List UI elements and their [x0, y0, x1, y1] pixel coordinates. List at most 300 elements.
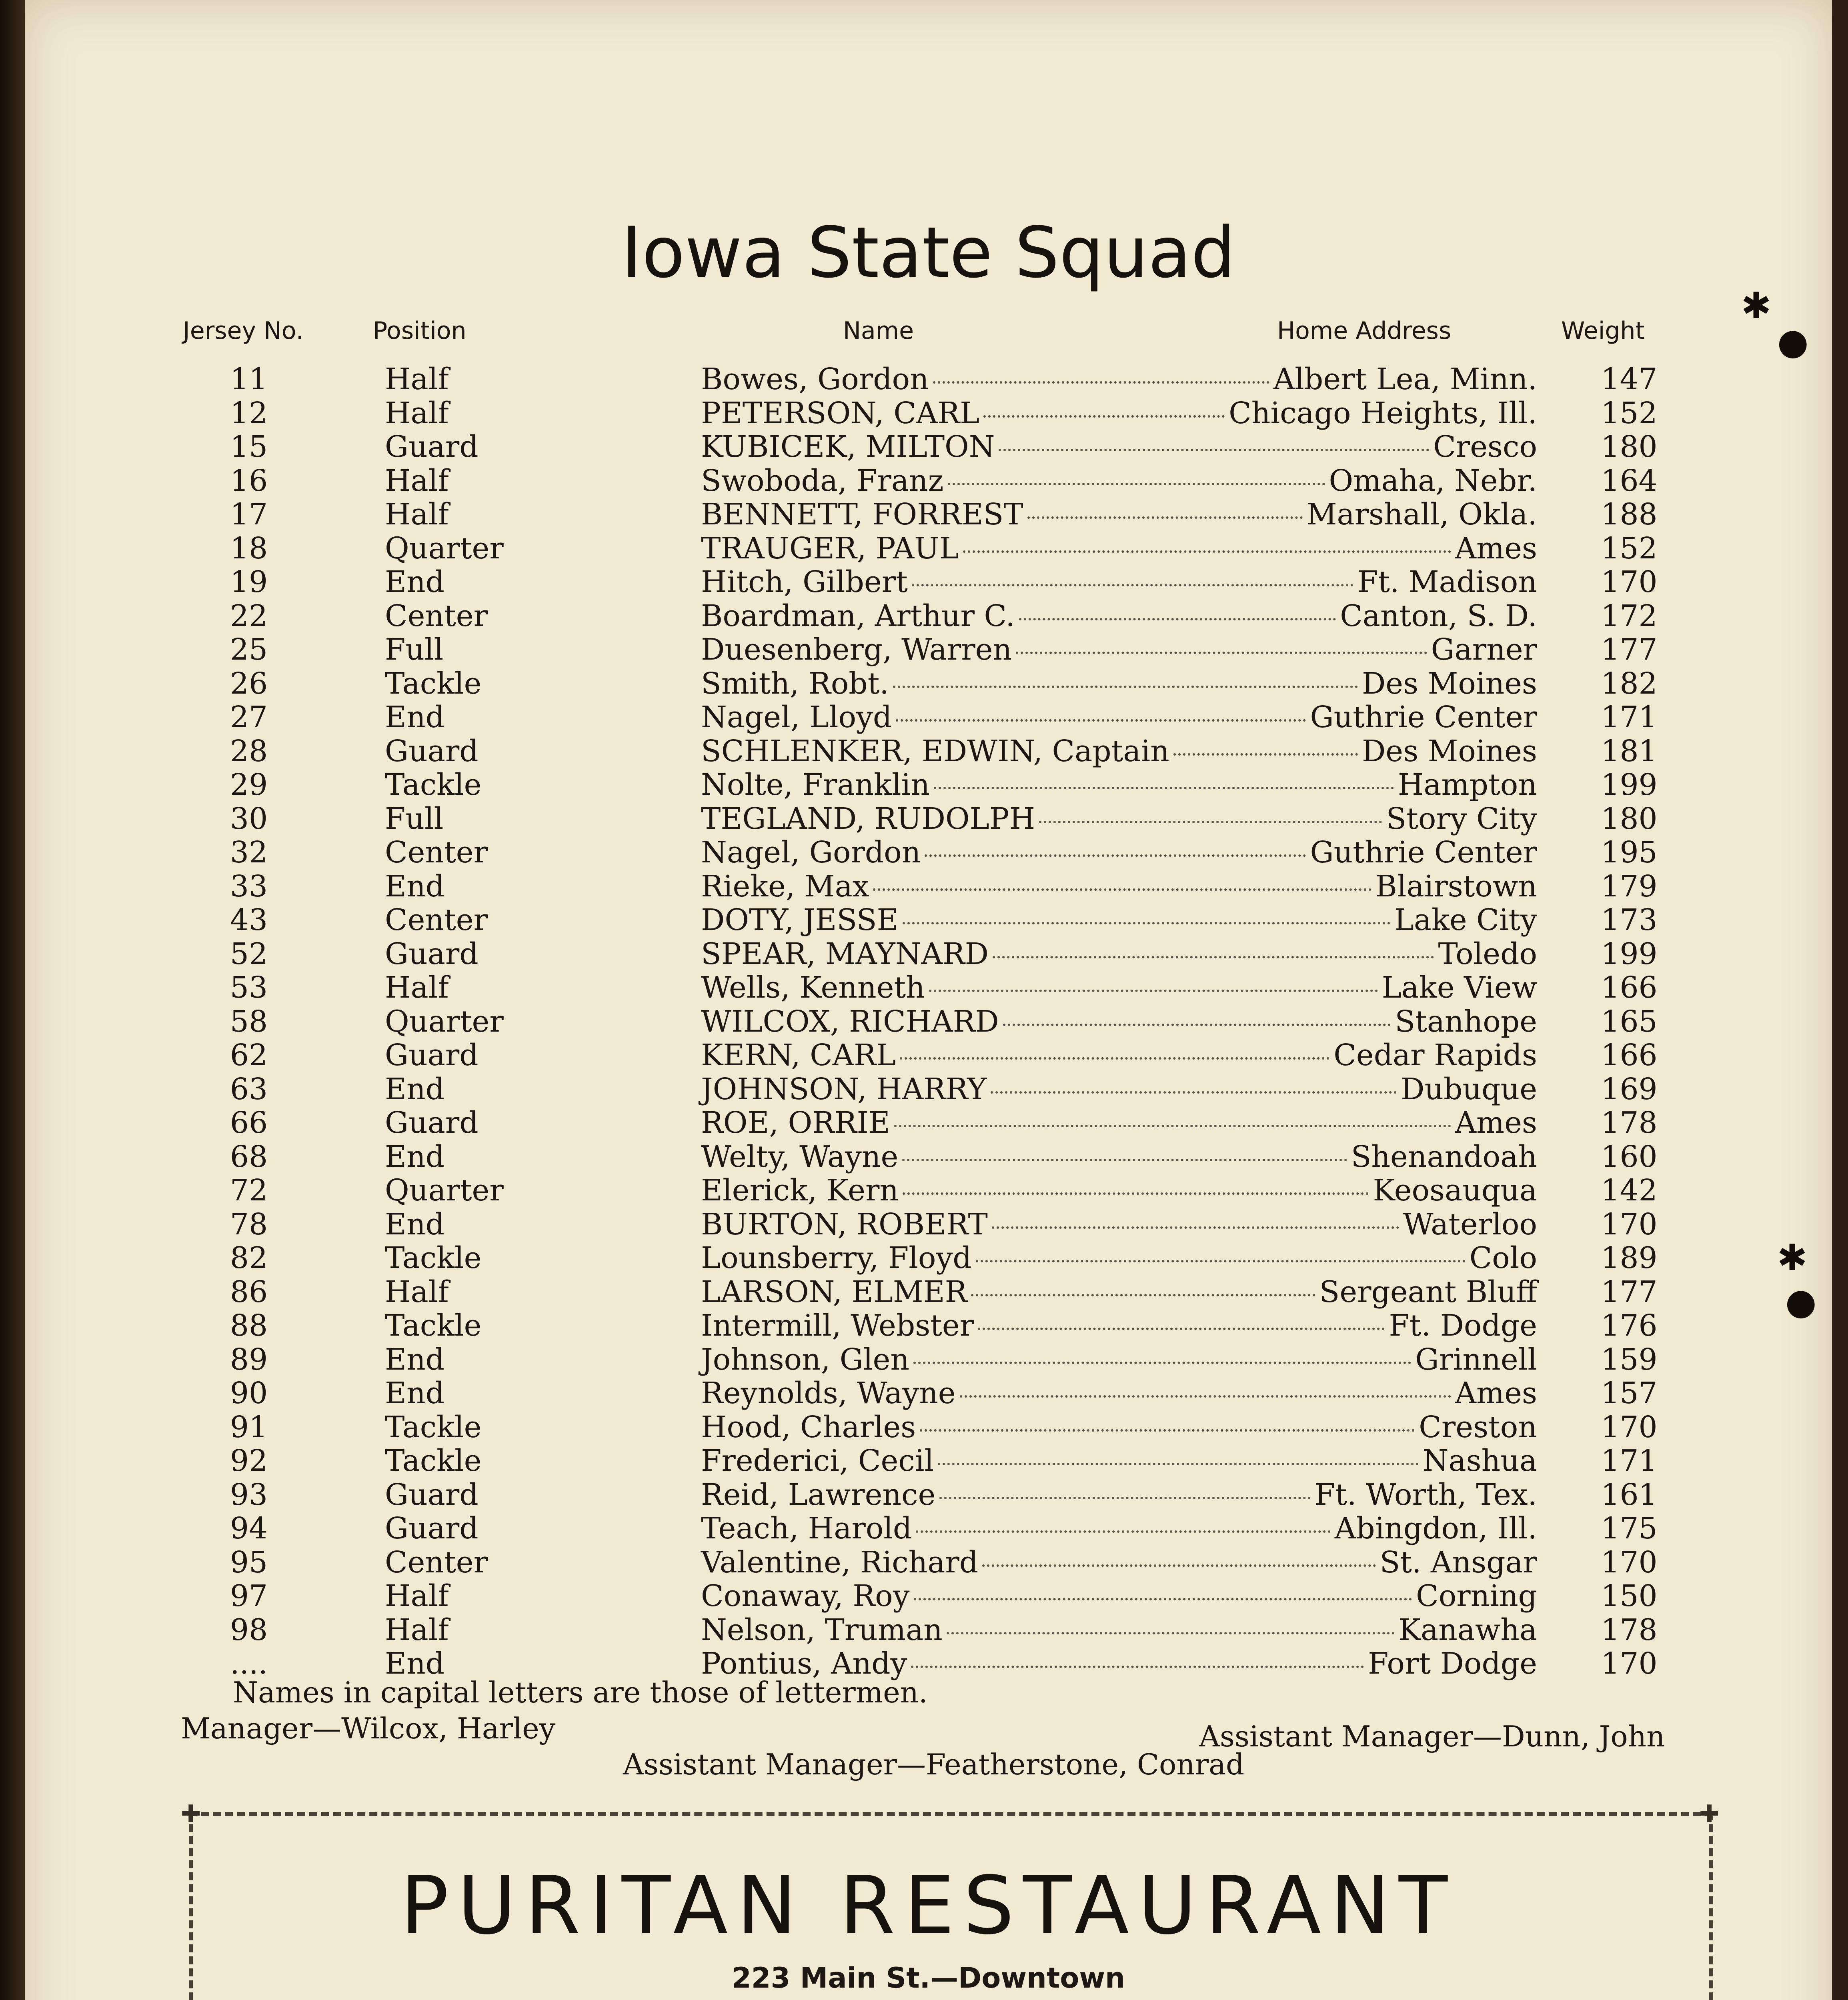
- player-name: Hitch, Gilbert: [701, 565, 908, 599]
- name-address-cell: [701, 362, 1537, 396]
- player-name: KUBICEK, MILTON: [701, 430, 995, 464]
- table-row: [25, 1174, 1832, 1207]
- player-name: TRAUGER, PAUL: [701, 531, 959, 566]
- player-name: Elerick, Kern: [701, 1173, 899, 1208]
- dot-leader: [960, 1395, 1451, 1398]
- home-address: Blairstown: [1375, 869, 1537, 904]
- jersey-number-cell: 97: [230, 1579, 268, 1613]
- table-row: [25, 498, 1832, 531]
- position-cell: Tackle: [385, 1444, 482, 1478]
- jersey-number-cell: 16: [230, 463, 268, 498]
- dot-leader: [991, 1091, 1397, 1094]
- dot-leader: [978, 1328, 1385, 1330]
- table-row: [25, 633, 1832, 666]
- table-row: [25, 971, 1832, 1004]
- advertisement-address: 223 Main St.—Downtown: [732, 1962, 1125, 1994]
- dot-leader: [934, 787, 1394, 789]
- jersey-number-cell: 11: [230, 362, 268, 396]
- header-jersey: Jersey No.: [183, 317, 304, 345]
- dot-leader: [920, 1429, 1415, 1432]
- dot-leader: [911, 1666, 1364, 1668]
- weight-cell: 157: [1601, 1376, 1658, 1410]
- jersey-number-cell: 86: [230, 1274, 268, 1309]
- player-name: Nelson, Truman: [701, 1612, 943, 1647]
- player-name: Conaway, Roy: [701, 1579, 910, 1613]
- jersey-number-cell: 78: [230, 1207, 268, 1242]
- jersey-number-cell: 90: [230, 1376, 268, 1410]
- table-row: [25, 870, 1832, 903]
- weight-cell: 171: [1601, 700, 1658, 734]
- jersey-number-cell: 17: [230, 497, 268, 532]
- dot-leader: [912, 584, 1353, 586]
- home-address: Lake View: [1381, 970, 1537, 1005]
- weight-cell: 152: [1601, 531, 1658, 566]
- jersey-number-cell: 43: [230, 903, 268, 937]
- dot-leader: [963, 550, 1451, 553]
- player-name: Boardman, Arthur C.: [701, 598, 1015, 633]
- weight-cell: 179: [1601, 869, 1658, 904]
- weight-cell: 178: [1601, 1612, 1658, 1647]
- name-address-cell: [701, 1343, 1537, 1376]
- weight-cell: 159: [1601, 1342, 1658, 1377]
- name-address-cell: [701, 1072, 1537, 1106]
- weight-cell: 170: [1601, 1545, 1658, 1580]
- table-row: [25, 700, 1832, 734]
- jersey-number-cell: 82: [230, 1241, 268, 1275]
- name-address-cell: [701, 734, 1537, 768]
- table-row: [25, 1140, 1832, 1174]
- weight-cell: 142: [1601, 1173, 1658, 1208]
- table-row: [25, 667, 1832, 700]
- jersey-number-cell: 27: [230, 700, 268, 734]
- weight-cell: 176: [1601, 1308, 1658, 1343]
- weight-cell: 147: [1601, 362, 1658, 396]
- home-address: Lake City: [1394, 903, 1537, 937]
- player-name: Swoboda, Franz: [701, 463, 944, 498]
- name-address-cell: [701, 836, 1537, 869]
- position-cell: Half: [385, 396, 449, 430]
- position-cell: Center: [385, 903, 488, 937]
- home-address: Guthrie Center: [1310, 835, 1537, 870]
- table-row: [25, 1106, 1832, 1140]
- lettermen-note: Names in capital letters are those of lettermen.: [233, 1676, 928, 1709]
- table-row: [25, 1005, 1832, 1038]
- player-name: Valentine, Richard: [701, 1545, 979, 1580]
- name-address-cell: [701, 1140, 1537, 1174]
- dot-leader: [939, 1497, 1311, 1499]
- home-address: Shenandoah: [1351, 1139, 1537, 1174]
- home-address: Kanawha: [1398, 1612, 1537, 1647]
- home-address: Ft. Dodge: [1389, 1308, 1537, 1343]
- weight-cell: 169: [1601, 1072, 1658, 1106]
- name-address-cell: [701, 1005, 1537, 1038]
- table-row: [25, 1579, 1832, 1613]
- name-address-cell: [701, 802, 1537, 836]
- jersey-number-cell: 88: [230, 1308, 268, 1343]
- table-row: [25, 1038, 1832, 1072]
- jersey-number-cell: 12: [230, 396, 268, 430]
- home-address: Fort Dodge: [1368, 1646, 1537, 1681]
- home-address: Waterloo: [1403, 1207, 1537, 1242]
- weight-cell: 160: [1601, 1139, 1658, 1174]
- name-address-cell: [701, 1512, 1537, 1545]
- dot-leader: [903, 922, 1390, 924]
- home-address: Dubuque: [1401, 1072, 1537, 1106]
- weight-cell: 195: [1601, 835, 1658, 870]
- player-name: Nagel, Lloyd: [701, 700, 892, 734]
- position-cell: Half: [385, 1274, 449, 1309]
- jersey-number-cell: 33: [230, 869, 268, 904]
- dot-leader: [1039, 821, 1382, 823]
- home-address: Chicago Heights, Ill.: [1229, 396, 1537, 430]
- dot-leader: [925, 854, 1306, 857]
- player-name: Rieke, Max: [701, 869, 869, 904]
- weight-cell: 150: [1601, 1579, 1658, 1613]
- jersey-number-cell: 53: [230, 970, 268, 1005]
- home-address: Story City: [1386, 801, 1537, 836]
- assistant-manager-featherstone: Assistant Manager—Featherstone, Conrad: [623, 1748, 1245, 1781]
- jersey-number-cell: 15: [230, 430, 268, 464]
- position-cell: Tackle: [385, 1241, 482, 1275]
- dot-leader: [948, 483, 1325, 485]
- weight-cell: 166: [1601, 970, 1658, 1005]
- dot-leader: [993, 956, 1434, 958]
- player-name: Hood, Charles: [701, 1410, 916, 1444]
- position-cell: Half: [385, 362, 449, 396]
- position-cell: Guard: [385, 936, 479, 971]
- jersey-number-cell: 98: [230, 1612, 268, 1647]
- dot-leader: [983, 415, 1225, 418]
- binding-hole-mark: ✱: [1777, 1237, 1808, 1279]
- dot-leader: [916, 1530, 1330, 1533]
- dot-leader: [873, 888, 1371, 891]
- jersey-number-cell: 30: [230, 801, 268, 836]
- home-address: Canton, S. D.: [1340, 598, 1537, 633]
- home-address: Ft. Worth, Tex.: [1314, 1477, 1537, 1512]
- jersey-number-cell: 92: [230, 1444, 268, 1478]
- table-row: [25, 464, 1832, 498]
- weight-cell: 180: [1601, 430, 1658, 464]
- binding-hole-mark: ✱: [1741, 285, 1772, 327]
- dot-leader: [976, 1260, 1466, 1262]
- jersey-number-cell: 18: [230, 531, 268, 566]
- home-address: Ft. Madison: [1357, 565, 1537, 599]
- name-address-cell: [701, 1241, 1537, 1275]
- table-row: [25, 565, 1832, 599]
- position-cell: End: [385, 565, 445, 599]
- weight-cell: 172: [1601, 598, 1658, 633]
- home-address: Cedar Rapids: [1333, 1038, 1537, 1072]
- position-cell: Center: [385, 598, 488, 633]
- dot-leader: [913, 1362, 1411, 1364]
- home-address: St. Ansgar: [1379, 1545, 1537, 1580]
- name-address-cell: [701, 532, 1537, 565]
- home-address: Ames: [1455, 531, 1537, 566]
- jersey-number-cell: 26: [230, 666, 268, 701]
- name-address-cell: [701, 464, 1537, 498]
- dot-leader: [982, 1564, 1375, 1567]
- player-name: Bowes, Gordon: [701, 362, 929, 396]
- page-title: Iowa State Squad: [621, 212, 1235, 294]
- home-address: Toledo: [1438, 936, 1537, 971]
- position-cell: End: [385, 869, 445, 904]
- table-row: [25, 734, 1832, 768]
- weight-cell: 170: [1601, 1410, 1658, 1444]
- position-cell: Full: [385, 801, 444, 836]
- home-address: Des Moines: [1361, 666, 1537, 701]
- position-cell: Guard: [385, 734, 479, 768]
- home-address: Hampton: [1398, 768, 1537, 802]
- player-name: TEGLAND, RUDOLPH: [701, 801, 1035, 836]
- dot-leader: [929, 990, 1378, 992]
- position-cell: Tackle: [385, 666, 482, 701]
- table-row: [25, 1343, 1832, 1376]
- player-name: Wells, Kenneth: [701, 970, 925, 1005]
- home-address: Abingdon, Ill.: [1334, 1511, 1537, 1546]
- jersey-number-cell: 58: [230, 1004, 268, 1039]
- name-address-cell: [701, 937, 1537, 971]
- player-name: PETERSON, CARL: [701, 396, 980, 430]
- home-address: Creston: [1419, 1410, 1537, 1444]
- table-row: [25, 1444, 1832, 1478]
- table-row: [25, 1072, 1832, 1106]
- table-row: [25, 1208, 1832, 1241]
- dot-leader: [1019, 618, 1336, 620]
- dot-leader: [896, 719, 1306, 722]
- jersey-number-cell: 66: [230, 1106, 268, 1140]
- name-address-cell: [701, 667, 1537, 700]
- home-address: Des Moines: [1361, 734, 1537, 768]
- name-address-cell: [701, 1208, 1537, 1241]
- position-cell: Half: [385, 1579, 449, 1613]
- jersey-number-cell: 28: [230, 734, 268, 768]
- name-address-cell: [701, 1579, 1537, 1613]
- player-name: JOHNSON, HARRY: [701, 1072, 987, 1106]
- home-address: Keosauqua: [1373, 1173, 1537, 1208]
- table-row: [25, 1478, 1832, 1512]
- position-cell: Half: [385, 970, 449, 1005]
- jersey-number-cell: 94: [230, 1511, 268, 1546]
- home-address: Stanhope: [1395, 1004, 1537, 1039]
- table-row: [25, 1546, 1832, 1579]
- binding-hole-mark: ●: [1777, 321, 1809, 363]
- player-name: Teach, Harold: [701, 1511, 912, 1546]
- dot-leader: [992, 1226, 1399, 1229]
- player-name: DOTY, JESSE: [701, 903, 899, 937]
- weight-cell: 164: [1601, 463, 1658, 498]
- position-cell: Quarter: [385, 531, 504, 566]
- name-address-cell: [701, 430, 1537, 464]
- weight-cell: 170: [1601, 1646, 1658, 1681]
- player-name: Reid, Lawrence: [701, 1477, 936, 1512]
- dot-leader: [914, 1598, 1412, 1600]
- position-cell: Half: [385, 497, 449, 532]
- home-address: Nashua: [1422, 1444, 1537, 1478]
- border-corner-ornament: ✚: [181, 1800, 201, 1828]
- player-name: Smith, Robt.: [701, 666, 889, 701]
- name-address-cell: [701, 971, 1537, 1004]
- table-row: [25, 1309, 1832, 1342]
- weight-cell: 199: [1601, 936, 1658, 971]
- name-address-cell: [701, 1546, 1537, 1579]
- weight-cell: 189: [1601, 1241, 1658, 1275]
- dot-leader: [1173, 753, 1358, 756]
- header-weight: Weight: [1561, 317, 1645, 345]
- weight-cell: 199: [1601, 768, 1658, 802]
- home-address: Colo: [1469, 1241, 1537, 1275]
- dot-leader: [1016, 652, 1427, 654]
- name-address-cell: [701, 1106, 1537, 1140]
- jersey-number-cell: 22: [230, 598, 268, 633]
- header-position: Position: [373, 317, 467, 345]
- home-address: Grinnell: [1415, 1342, 1537, 1377]
- name-address-cell: [701, 1174, 1537, 1207]
- jersey-number-cell: 91: [230, 1410, 268, 1444]
- weight-cell: 166: [1601, 1038, 1658, 1072]
- name-address-cell: [701, 870, 1537, 903]
- jersey-number-cell: 63: [230, 1072, 268, 1106]
- player-name: Duesenberg, Warren: [701, 632, 1012, 667]
- dot-leader: [903, 1192, 1369, 1195]
- name-address-cell: [701, 498, 1537, 531]
- table-row: [25, 1512, 1832, 1545]
- table-row: [25, 1410, 1832, 1444]
- position-cell: Quarter: [385, 1004, 504, 1039]
- weight-cell: 188: [1601, 497, 1658, 532]
- position-cell: End: [385, 1646, 445, 1681]
- player-name: Nolte, Franklin: [701, 768, 930, 802]
- table-row: [25, 532, 1832, 565]
- jersey-number-cell: ....: [230, 1646, 268, 1681]
- name-address-cell: [701, 1038, 1537, 1072]
- border-corner-ornament: ✚: [1699, 1800, 1720, 1828]
- manager-note: Manager—Wilcox, Harley: [181, 1712, 556, 1745]
- name-address-cell: [701, 565, 1537, 599]
- position-cell: End: [385, 1342, 445, 1377]
- home-address: Corning: [1416, 1579, 1537, 1613]
- table-row: [25, 1275, 1832, 1309]
- program-page: [25, 0, 1832, 2000]
- header-name: Name: [843, 317, 914, 345]
- table-row: [25, 430, 1832, 464]
- weight-cell: 177: [1601, 632, 1658, 667]
- home-address: Omaha, Nebr.: [1329, 463, 1537, 498]
- name-address-cell: [701, 700, 1537, 734]
- home-address: Cresco: [1433, 430, 1537, 464]
- player-name: BURTON, ROBERT: [701, 1207, 988, 1242]
- binding-hole-mark: ●: [1785, 1281, 1817, 1323]
- weight-cell: 152: [1601, 396, 1658, 430]
- jersey-number-cell: 32: [230, 835, 268, 870]
- weight-cell: 165: [1601, 1004, 1658, 1039]
- jersey-number-cell: 29: [230, 768, 268, 802]
- name-address-cell: [701, 1478, 1537, 1512]
- position-cell: Tackle: [385, 1410, 482, 1444]
- table-row: [25, 836, 1832, 869]
- player-name: SPEAR, MAYNARD: [701, 936, 989, 971]
- name-address-cell: [701, 903, 1537, 937]
- player-name: SCHLENKER, EDWIN, Captain: [701, 734, 1169, 768]
- table-row: [25, 1376, 1832, 1410]
- weight-cell: 180: [1601, 801, 1658, 836]
- jersey-number-cell: 52: [230, 936, 268, 971]
- weight-cell: 177: [1601, 1274, 1658, 1309]
- jersey-number-cell: 62: [230, 1038, 268, 1072]
- jersey-number-cell: 93: [230, 1477, 268, 1512]
- dot-leader: [971, 1294, 1315, 1296]
- position-cell: Half: [385, 463, 449, 498]
- position-cell: Half: [385, 1612, 449, 1647]
- name-address-cell: [701, 1376, 1537, 1410]
- weight-cell: 181: [1601, 734, 1658, 768]
- table-row: [25, 362, 1832, 396]
- weight-cell: 182: [1601, 666, 1658, 701]
- page-binding-edge: [0, 0, 25, 2000]
- table-row: [25, 1237, 1832, 1279]
- weight-cell: 171: [1601, 1444, 1658, 1478]
- position-cell: Center: [385, 835, 488, 870]
- player-name: Johnson, Glen: [701, 1342, 909, 1377]
- home-address: Guthrie Center: [1310, 700, 1537, 734]
- player-name: Pontius, Andy: [701, 1646, 907, 1681]
- dot-leader: [947, 1632, 1395, 1634]
- player-name: LARSON, ELMER: [701, 1274, 967, 1309]
- name-address-cell: [701, 1444, 1537, 1478]
- position-cell: Tackle: [385, 768, 482, 802]
- player-name: KERN, CARL: [701, 1038, 896, 1072]
- dot-leader: [900, 1057, 1329, 1060]
- dot-leader: [933, 381, 1269, 384]
- jersey-number-cell: 19: [230, 565, 268, 599]
- table-row: [25, 903, 1832, 937]
- position-cell: Guard: [385, 1038, 479, 1072]
- table-row: [25, 802, 1832, 836]
- jersey-number-cell: 72: [230, 1173, 268, 1208]
- position-cell: Guard: [385, 1511, 479, 1546]
- dot-leader: [902, 1159, 1347, 1161]
- home-address: Ames: [1455, 1106, 1537, 1140]
- advertisement-title: PURITAN RESTAURANT: [400, 1859, 1457, 1952]
- position-cell: Center: [385, 1545, 488, 1580]
- home-address: Garner: [1431, 632, 1537, 667]
- player-name: Intermill, Webster: [701, 1308, 974, 1343]
- player-name: Nagel, Gordon: [701, 835, 921, 870]
- name-address-cell: [701, 633, 1537, 666]
- position-cell: End: [385, 1207, 445, 1242]
- name-address-cell: [701, 768, 1537, 802]
- position-cell: End: [385, 1376, 445, 1410]
- dot-leader: [1027, 516, 1303, 519]
- jersey-number-cell: 68: [230, 1139, 268, 1174]
- table-row: [25, 599, 1832, 633]
- dot-leader: [893, 686, 1358, 688]
- table-row: [25, 396, 1832, 430]
- name-address-cell: [701, 599, 1537, 633]
- table-row: [25, 937, 1832, 971]
- dot-leader: [894, 1125, 1451, 1127]
- position-cell: Full: [385, 632, 444, 667]
- home-address: Albert Lea, Minn.: [1273, 362, 1537, 396]
- player-name: Lounsberry, Floyd: [701, 1241, 972, 1275]
- name-address-cell: [701, 1410, 1537, 1444]
- weight-cell: 178: [1601, 1106, 1658, 1140]
- dot-leader: [999, 449, 1429, 451]
- dot-leader: [938, 1463, 1419, 1465]
- position-cell: Quarter: [385, 1173, 504, 1208]
- name-address-cell: [701, 396, 1537, 430]
- player-name: Welty, Wayne: [701, 1139, 899, 1174]
- weight-cell: 170: [1601, 565, 1658, 599]
